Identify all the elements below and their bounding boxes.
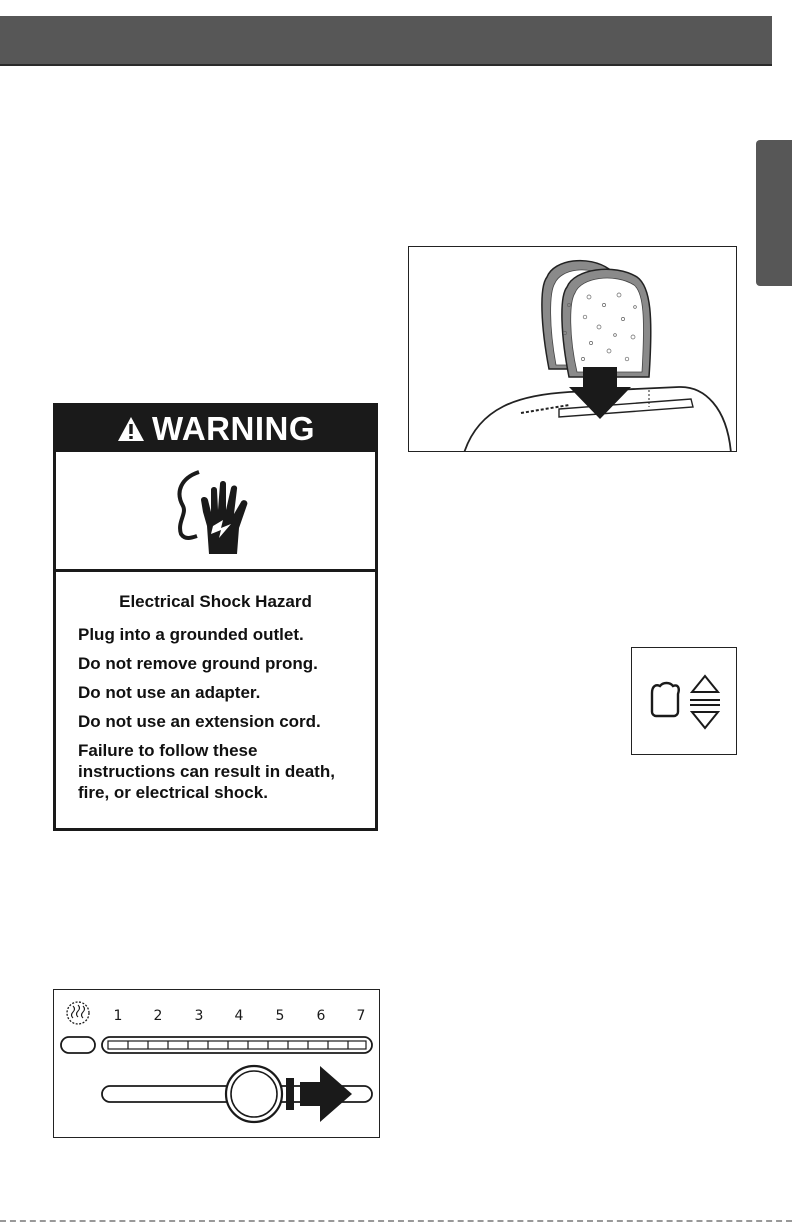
warning-line: Do not remove ground prong. — [78, 654, 318, 673]
shade-setting-label: 7 — [356, 1008, 366, 1024]
bread-icon — [652, 683, 679, 716]
consequence-line: Failure to follow these — [78, 741, 258, 760]
shade-indicator-bar — [102, 1037, 372, 1053]
shade-slider-knob — [226, 1066, 282, 1122]
down-arrow-icon — [692, 712, 718, 728]
shade-slider-illustration — [54, 990, 381, 1139]
warning-panel — [53, 403, 378, 831]
electric-shock-hand-icon — [161, 466, 271, 556]
shade-setting-label: 1 — [113, 1008, 123, 1024]
shade-setting-label: 4 — [234, 1008, 244, 1024]
consequence-line: instructions can result in death, — [78, 762, 335, 781]
up-arrow-icon — [692, 676, 718, 692]
page-bottom-rule — [0, 1220, 792, 1222]
shade-setting-label: 5 — [275, 1008, 285, 1024]
toast-illustration — [409, 247, 737, 452]
shade-setting-label: 3 — [194, 1008, 204, 1024]
toast-insertion-figure — [408, 246, 737, 452]
consequence-line: fire, or electrical shock. — [78, 783, 268, 802]
slide-right-arrow — [300, 1066, 352, 1122]
shock-symbol-area — [56, 452, 375, 572]
header-bar — [0, 16, 772, 66]
warning-line: Plug into a grounded outlet. — [78, 625, 304, 644]
shade-setting-label: 2 — [153, 1008, 163, 1024]
warning-line: Do not use an extension cord. — [78, 712, 321, 731]
bagel-control-illustration — [632, 648, 738, 756]
warning-header — [56, 406, 375, 452]
shade-setting-label: 6 — [316, 1008, 326, 1024]
warning-line: Do not use an adapter. — [78, 683, 261, 702]
warning-title: WARNING — [152, 410, 315, 447]
warning-consequence — [78, 740, 375, 803]
shade-control-figure — [53, 989, 380, 1138]
warning-body — [56, 572, 375, 803]
bagel-button-figure — [631, 647, 737, 755]
warning-triangle-icon — [116, 415, 146, 443]
section-tab — [756, 140, 792, 286]
hazard-title: Electrical Shock Hazard — [119, 592, 312, 611]
defrost-button — [61, 1037, 95, 1053]
